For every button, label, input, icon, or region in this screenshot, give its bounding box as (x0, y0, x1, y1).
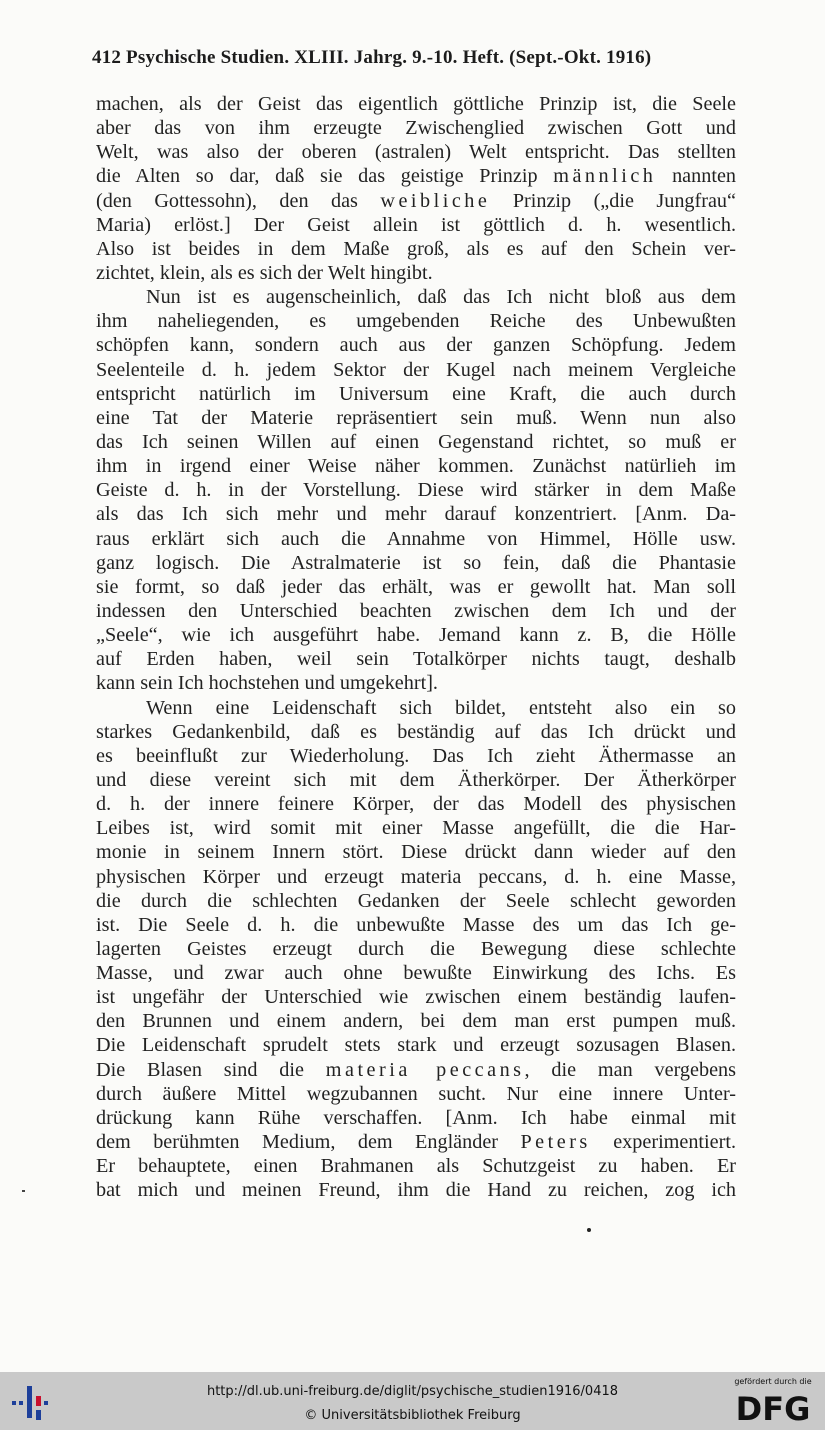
text-fragment: die Alten so dar, daß sie das geistige Prinzip (96, 165, 554, 188)
text-line: den Brunnen und einem andern, bei dem man erst pumpen muß. (96, 1010, 736, 1033)
text-fragment: nannten (656, 165, 736, 188)
text-line: Masse, und zwar auch ohne bewußte Einwirkung des Ichs. Es (96, 962, 736, 985)
text-line: Seelenteile d. h. jedem Sektor der Kugel nach meinem Vergleiche (96, 358, 736, 381)
text-line: lagerten Geistes erzeugt durch die Bewegung diese schlechte (96, 937, 736, 960)
text-line: ist. Die Seele d. h. die unbewußte Masse des um das Ich ge- (96, 913, 736, 936)
svg-text:DFG: DFG (735, 1390, 811, 1424)
margin-mark (22, 1190, 25, 1192)
text-line: es beeinflußt zur Wiederholung. Das Ich zieht Äthermasse an (96, 744, 736, 767)
text-line: ist ungefähr der Unterschied wie zwischen einem beständig laufen- (96, 986, 736, 1009)
text-line: eine Tat der Materie repräsentiert sein muß. Wenn nun also (96, 406, 736, 429)
text-line: Wenn eine Leidenschaft sich bildet, entsteht also ein so (146, 696, 736, 719)
ink-speck (587, 1228, 591, 1232)
running-header: 412 Psychische Studien. XLIII. Jahrg. 9.-10. Heft. (Sept.-Okt. 1916) (92, 47, 652, 68)
text-line: Nun ist es augenscheinlich, daß das Ich nicht bloß aus dem (146, 286, 736, 309)
text-line: machen, als der Geist das eigentlich göttliche Prinzip ist, die Seele (96, 93, 736, 115)
text-line: Welt, was also der oberen (astralen) Welt entspricht. Das stellten (96, 141, 736, 164)
viewer-footer-bar (0, 1372, 825, 1430)
text-line: aber das von ihm erzeugte Zwischenglied zwischen Gott und (96, 117, 736, 140)
dfg-funding-badge (727, 1377, 819, 1427)
text-fragment: Die Blasen sind die (96, 1058, 326, 1081)
text-line: durch äußere Mittel wegzubannen sucht. Nur eine innere Unter- (96, 1082, 736, 1105)
text-line: indessen den Unterschied beachten zwischen dem Ich und der (96, 599, 736, 622)
text-line: „Seele“, wie ich ausgeführt habe. Jemand kann z. B, die Hölle (96, 624, 736, 647)
page-body-text (96, 92, 736, 1202)
text-line (96, 1058, 736, 1082)
text-line: ganz logisch. Die Astralmaterie ist so fein, daß die Phantasie (96, 551, 736, 574)
text-line: starkes Gedankenbild, daß es beständig auf das Ich drückt und (96, 720, 736, 743)
text-line: physischen Körper und erzeugt materia peccans, d. h. eine Masse, (96, 865, 736, 888)
text-line: bat mich und meinen Freund, ihm die Hand zu reichen, zog ich (96, 1179, 736, 1202)
text-fragment: dem berühmten Medium, dem Engländer (96, 1131, 521, 1154)
text-line: ihm in irgend einer Weise näher kommen. Zunächst natürlieh im (96, 455, 736, 478)
text-line: Also ist beides in dem Maße groß, als es auf den Schein ver- (96, 237, 736, 260)
copyright-notice: © Universitätsbibliothek Freiburg (304, 1408, 521, 1423)
text-line: Maria) erlöst.] Der Geist allein ist göttlich d. h. wesentlich. (96, 213, 736, 236)
text-line: Geiste d. h. in der Vorstellung. Diese wird stärker in dem Maße (96, 479, 736, 502)
text-line: ihm naheliegenden, es umgebenden Reiche des Unbewußten (96, 310, 736, 333)
text-fragment: experimentiert. (590, 1131, 736, 1154)
text-line: monie in seinem Innern stört. Diese drückt dann wieder auf den (96, 841, 736, 864)
source-url-link[interactable]: http://dl.ub.uni-freiburg.de/diglit/psychische_studien1916/0418 (206, 1384, 619, 1399)
text-line: kann sein Ich hochstehen und umgekehrt]. (96, 672, 438, 695)
text-line: das Ich seinen Willen auf einen Gegenstand richtet, so muß er (96, 430, 736, 453)
text-line: auf Erden haben, weil sein Totalkörper nichts taugt, deshalb (96, 648, 736, 671)
text-line: zichtet, klein, als es sich der Welt hingibt. (96, 261, 433, 284)
emphasized-word: Peters (520, 1131, 591, 1154)
emphasized-word: männlich (553, 165, 657, 188)
dfg-caption: gefördert durch die (734, 1377, 812, 1386)
text-line (96, 189, 736, 213)
text-line: d. h. der innere feinere Körper, der das Modell des physischen (96, 793, 736, 816)
text-line: sie formt, so daß jeder das erhält, was er gewollt hat. Man soll (96, 575, 736, 598)
text-fragment: , die man vergebens (524, 1058, 736, 1081)
text-line: entspricht natürlich im Universum eine Kraft, die auch durch (96, 382, 736, 405)
text-line: als das Ich sich mehr und mehr darauf konzentriert. [Anm. Da- (96, 503, 736, 526)
text-line (96, 1130, 736, 1154)
text-line: und diese vereint sich mit dem Ätherkörper. Der Ätherkörper (96, 768, 736, 791)
text-line: Leibes ist, wird somit mit einer Masse angefüllt, die die Har- (96, 817, 736, 840)
text-fragment: Prinzip („die Jungfrau“ (490, 189, 736, 212)
emphasized-word: materia peccans (325, 1058, 525, 1081)
text-fragment: (den Gottessohn), den das (96, 189, 381, 212)
emphasized-word: weibliche (380, 189, 491, 212)
text-line: schöpfen kann, sondern auch aus der ganzen Schöpfung. Jedem (96, 334, 736, 357)
text-line (96, 164, 736, 188)
text-line: raus erklärt sich auch die Annahme von Himmel, Hölle usw. (96, 527, 736, 550)
dfg-logo-icon (729, 1390, 817, 1424)
text-line: die durch die schlechten Gedanken der Seele schlecht geworden (96, 889, 736, 912)
text-line: Die Leidenschaft sprudelt stets stark und erzeugt sozusagen Blasen. (96, 1034, 736, 1057)
text-line: Er behauptete, einen Brahmanen als Schutzgeist zu haben. Er (96, 1155, 736, 1178)
text-line: drückung kann Rühe verschaffen. [Anm. Ich habe einmal mit (96, 1106, 736, 1129)
